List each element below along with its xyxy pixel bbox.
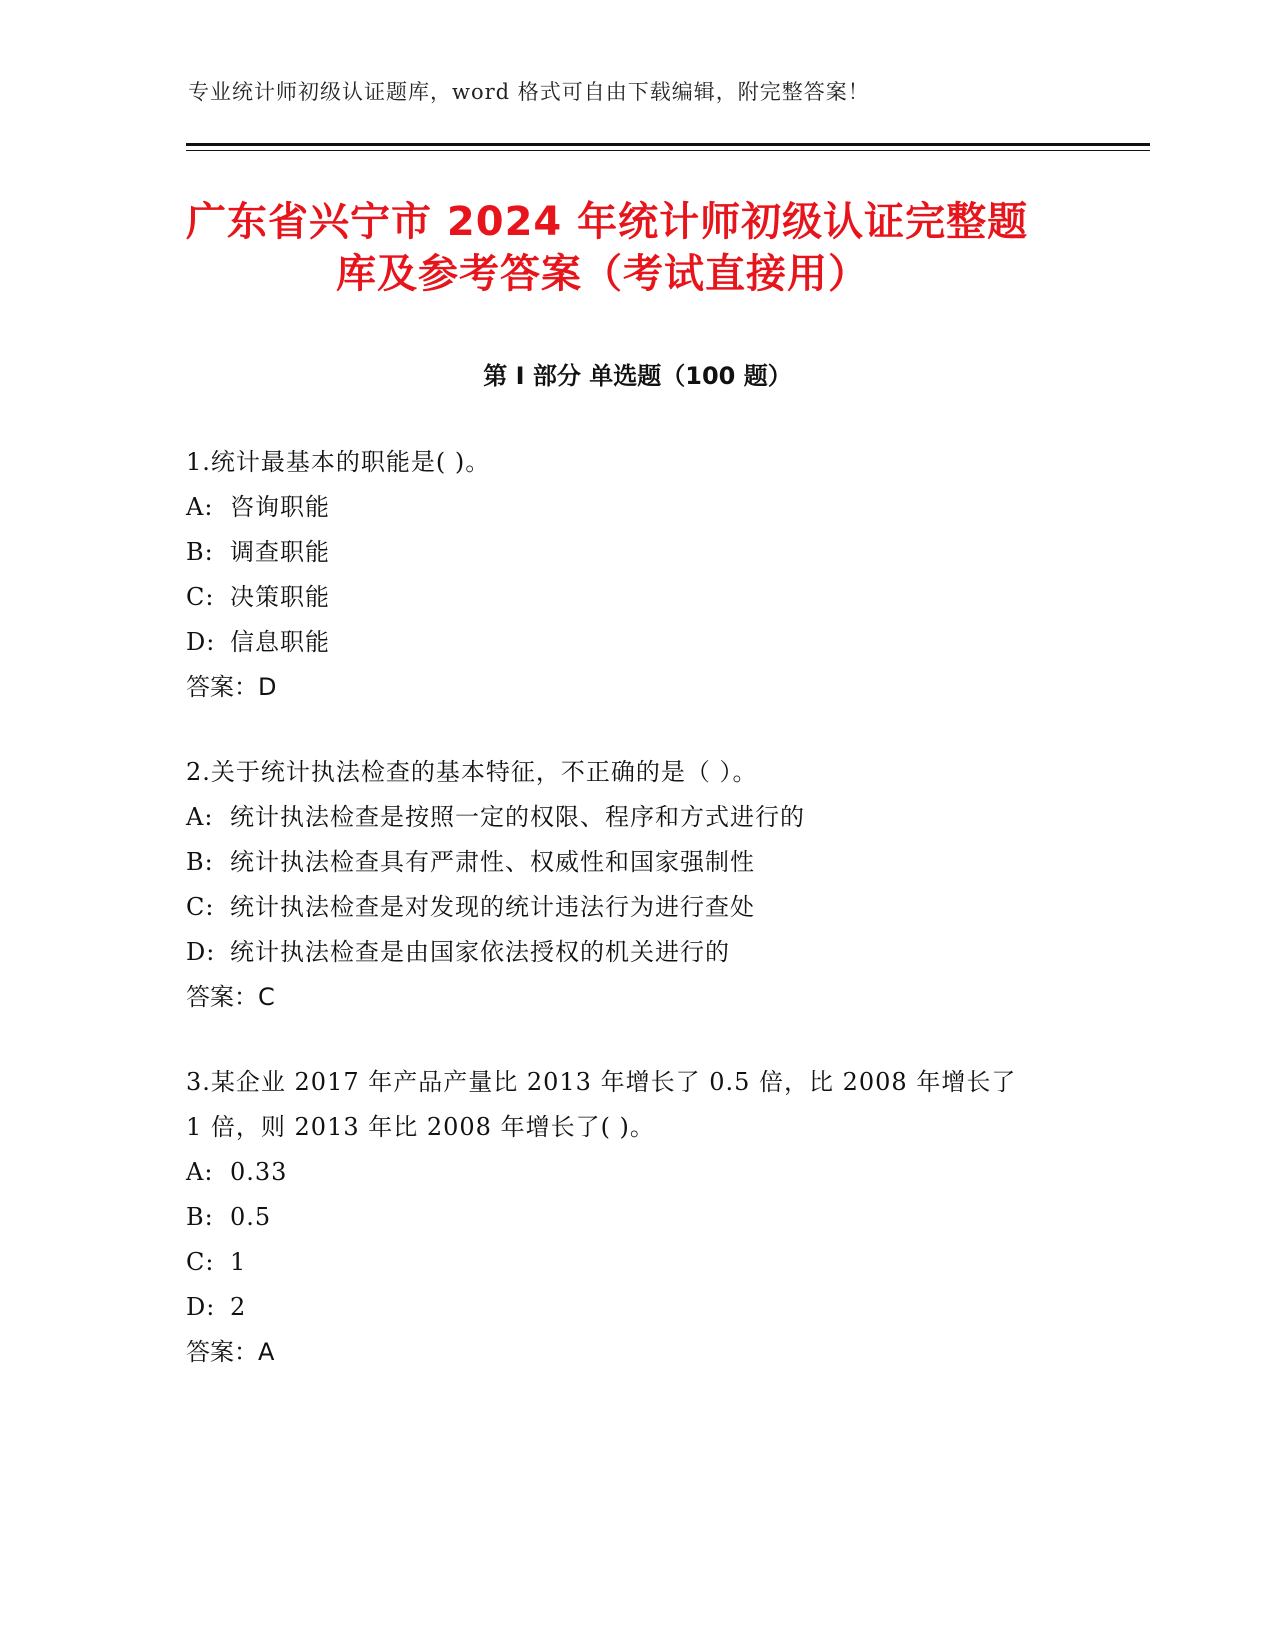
- option-text: 2: [230, 1293, 247, 1321]
- question-1: [186, 440, 1086, 710]
- option-c: [186, 885, 1086, 930]
- option-text: 决策职能: [230, 583, 330, 611]
- question-stem-continued: 1 倍，则 2013 年比 2008 年增长了( )。: [186, 1113, 655, 1141]
- header-divider-thin: [186, 150, 1150, 151]
- option-key: D:: [186, 628, 216, 656]
- answer-text: 答案：C: [186, 983, 275, 1011]
- option-a: [186, 1150, 1086, 1195]
- option-text: 调查职能: [230, 538, 330, 566]
- section-heading: 第 I 部分 单选题（100 题）: [483, 362, 792, 390]
- document-title: [186, 196, 1086, 300]
- header-note: 专业统计师初级认证题库，word 格式可自由下载编辑，附完整答案！: [188, 80, 870, 104]
- answer-text: 答案：A: [186, 1338, 275, 1366]
- option-text: 信息职能: [230, 628, 330, 656]
- option-key: C:: [186, 583, 215, 611]
- option-d: [186, 930, 1086, 975]
- question-stem: 1.统计最基本的职能是( )。: [186, 448, 491, 476]
- question-list: [186, 440, 1086, 1415]
- option-key: D:: [186, 1293, 216, 1321]
- option-key: B:: [186, 538, 214, 566]
- question-stem: 3.某企业 2017 年产品产量比 2013 年增长了 0.5 倍，比 2008 年增长了: [186, 1068, 1017, 1096]
- option-d: [186, 1285, 1086, 1330]
- option-key: C:: [186, 893, 215, 921]
- option-b: [186, 530, 1086, 575]
- option-key: A:: [186, 803, 214, 831]
- option-text: 统计执法检查是由国家依法授权的机关进行的: [230, 938, 730, 966]
- option-b: [186, 1195, 1086, 1240]
- option-d: [186, 620, 1086, 665]
- option-key: A:: [186, 493, 214, 521]
- option-c: [186, 1240, 1086, 1285]
- title-line-1: 广东省兴宁市 2024 年统计师初级认证完整题: [186, 199, 1029, 245]
- option-key: C:: [186, 1248, 215, 1276]
- option-text: 0.5: [230, 1203, 272, 1231]
- title-line-2: 库及参考答案（考试直接用）: [336, 251, 869, 297]
- question-3: [186, 1060, 1086, 1375]
- header-divider-thick: [186, 143, 1150, 146]
- option-key: B:: [186, 848, 214, 876]
- option-text: 1: [230, 1248, 247, 1276]
- option-a: [186, 795, 1086, 840]
- option-key: B:: [186, 1203, 214, 1231]
- option-text: 咨询职能: [230, 493, 330, 521]
- option-a: [186, 485, 1086, 530]
- option-text: 统计执法检查是对发现的统计违法行为进行查处: [230, 893, 755, 921]
- option-text: 统计执法检查是按照一定的权限、程序和方式进行的: [230, 803, 805, 831]
- question-2: [186, 750, 1086, 1020]
- option-text: 统计执法检查具有严肃性、权威性和国家强制性: [230, 848, 755, 876]
- option-b: [186, 840, 1086, 885]
- option-key: D:: [186, 938, 216, 966]
- option-text: 0.33: [230, 1158, 288, 1186]
- answer-text: 答案：D: [186, 673, 277, 701]
- option-c: [186, 575, 1086, 620]
- question-stem: 2.关于统计执法检查的基本特征，不正确的是（ ）。: [186, 758, 758, 786]
- option-key: A:: [186, 1158, 214, 1186]
